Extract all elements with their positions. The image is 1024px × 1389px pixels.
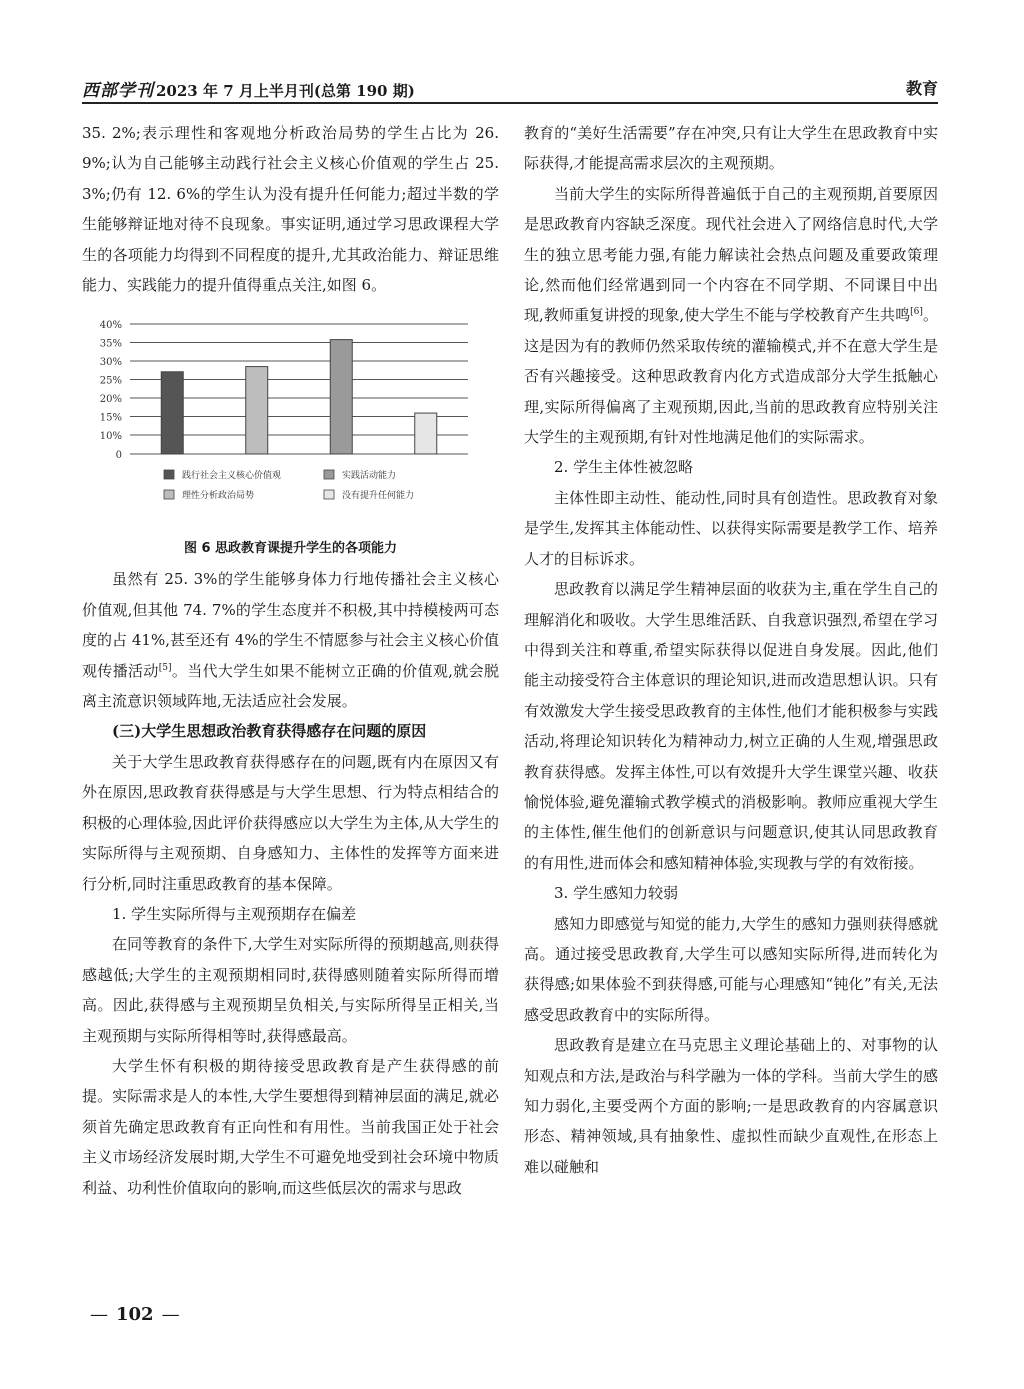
y-tick-label: 20% bbox=[99, 394, 122, 406]
paragraph: 在同等教育的条件下,大学生对实际所得的预期越高,则获得感越低;大学生的主观预期相同时,获得感则随着实际所得而增高。因此,获得感与主观预期呈负相关,与实际所得呈正相关,当主观预期与实际所得相等时,获得感最高。 bbox=[82, 935, 499, 1045]
y-tick-label: 10% bbox=[99, 431, 122, 443]
paragraph bbox=[524, 179, 938, 453]
paragraph-text: 。当代大学生如果不能树立正确的价值观,就会脱离主流意识领域阵地,无法适应社会发展。 bbox=[82, 661, 499, 711]
paragraph-text: 虽然有 25. 3%的学生能够身体力行地传播社会主义核心价值观,但其他 74. 7%的学生态度并不积极,其中持模棱两可态度的占 41%,甚至还有 4%的学生不情愿参与社会主义核心价值观传播活动 bbox=[82, 570, 499, 680]
running-header bbox=[82, 74, 938, 104]
paragraph: 主体性即主动性、能动性,同时具有创造性。思政教育对象是学生,发挥其主体能动性、以获得实际需要是教学工作、培养人才的目标诉求。 bbox=[524, 488, 938, 568]
legend-label: 没有提升任何能力 bbox=[342, 491, 415, 502]
page-footer bbox=[82, 1304, 188, 1325]
legend-swatch bbox=[324, 470, 334, 479]
paragraph: 35. 2%;表示理性和客观地分析政治局势的学生占比为 26. 9%;认为自己能够主动践行社会主义核心价值观的学生占 25. 3%;仍有 12. 6%的学生认为没有提升任何能力;超过半数的学生能够辩证地对待不良现象。事实证明,通过学习思政课程大学生的各项能力均得到不同程度的提升,尤其政治能力、辩证思维能力、实践能力的提升值得重点关注,如图 6。 bbox=[82, 124, 499, 295]
folio-dash: — bbox=[90, 1304, 108, 1325]
bar bbox=[246, 367, 268, 454]
journal-masthead bbox=[82, 76, 415, 101]
y-tick-label: 40% bbox=[99, 320, 122, 332]
journal-logo: 西部学刊 bbox=[82, 81, 154, 101]
legend-swatch bbox=[164, 490, 174, 499]
y-tick-label: 15% bbox=[99, 412, 122, 424]
paragraph-text: 当前大学生的实际所得普遍低于自己的主观预期,首要原因是思政教育内容缺乏深度。现代社会进入了网络信息时代,大学生的独立思考能力强,有能力解读社会热点问题及重要政策理论,然而他们经常遇到同一个内容在不同学期、不同课目中出现,教师重复讲授的现象,使大学生不能与学校教育产生共鸣 bbox=[524, 184, 938, 325]
paragraph: 大学生怀有积极的期待接受思政教育是产生获得感的前提。实际需求是人的本性,大学生要想得到精神层面的满足,就必须首先确定思政教育有正向性和有用性。当前我国正处于社会主义市场经济发展时期,大学生不可避免地受到社会环境中物质利益、功利性价值取向的影响,而这些低层次的需求与思政 bbox=[82, 1056, 499, 1197]
subsection-heading: 1. 学生实际所得与主观预期存在偏差 bbox=[112, 904, 357, 923]
legend-swatch bbox=[324, 490, 334, 499]
subsection-heading: 3. 学生感知力较弱 bbox=[554, 884, 679, 903]
issue-info: 2023 年 7 月上半月刊(总第 190 期) bbox=[156, 82, 415, 100]
y-tick-label: 30% bbox=[99, 357, 122, 369]
citation-ref: [5] bbox=[158, 662, 172, 673]
paragraph: 教育的“美好生活需要”存在冲突,只有让大学生在思政教育中实际获得,才能提高需求层次的主观预期。 bbox=[524, 124, 938, 173]
legend-swatch bbox=[164, 470, 174, 479]
subsection-heading: 2. 学生主体性被忽略 bbox=[554, 458, 694, 477]
y-tick-label: 25% bbox=[99, 375, 122, 387]
left-column bbox=[82, 118, 499, 1203]
legend-label: 践行社会主义核心价值观 bbox=[182, 471, 282, 482]
legend-label: 理性分析政治局势 bbox=[182, 491, 255, 502]
paragraph: 思政教育以满足学生精神层面的收获为主,重在学生自己的理解消化和吸收。大学生思维活跃、自我意识强烈,希望在学习中得到关注和尊重,希望实际获得以促进自身发展。因此,他们能主动接受符合主体意识的理论知识,进而改造思想认识。只有有效激发大学生接受思政教育的主体性,他们才能积极参与实践活动,将理论知识转化为精神动力,树立正确的人生观,增强思政教育获得感。发挥主体性,可以有效提升大学生课堂兴趣、收获愉悦体验,避免灌输式教学模式的消极影响。教师应重视大学生的主体性,催生他们的创新意识与问题意识,使其认同思政教育的有用性,进而体会和感知精神体验,实现教与学的有效衔接。 bbox=[524, 580, 938, 872]
figure-6 bbox=[82, 306, 499, 534]
right-column bbox=[524, 118, 938, 1182]
citation-ref: [6] bbox=[910, 307, 923, 318]
legend-label: 实践活动能力 bbox=[342, 471, 397, 482]
paragraph: 感知力即感觉与知觉的能力,大学生的感知力强则获得感就高。通过接受思政教育,大学生可以感知实际所得,进而转化为获得感;如果体验不到获得感,可能与心理感知“钝化”有关,无法感受思政教育中的实际所得。 bbox=[524, 914, 938, 1024]
y-tick-label: 0 bbox=[115, 450, 122, 462]
paragraph: 思政教育是建立在马克思主义理论基础上的、对事物的认知观点和方法,是政治与科学融为一体的学科。当前大学生的感知力弱化,主要受两个方面的影响;一是思政教育的内容属意识形态、精神领域,具有抽象性、虚拟性而缺少直观性,在形态上难以碰触和 bbox=[524, 1036, 938, 1176]
paragraph-text: 。这是因为有的教师仍然采取传统的灌输模式,并不在意大学生是否有兴趣接受。这种思政教育内化方式造成部分大学生抵触心理,实际所得偏离了主观预期,因此,当前的思政教育应特别关注大学生的主观预期,有针对性地满足他们的实际需求。 bbox=[524, 306, 938, 447]
section-name: 教育 bbox=[905, 79, 938, 98]
paragraph bbox=[82, 564, 499, 716]
bar bbox=[330, 340, 352, 454]
bar bbox=[161, 372, 183, 454]
bar bbox=[415, 413, 437, 454]
section-heading: (三)大学生思想政治教育获得感存在问题的原因 bbox=[112, 722, 427, 741]
y-tick-label: 35% bbox=[99, 338, 122, 350]
bar-chart bbox=[82, 306, 499, 534]
figure-caption: 图 6 思政教育课提升学生的各项能力 bbox=[183, 541, 398, 557]
paragraph: 关于大学生思政教育获得感存在的问题,既有内在原因又有外在原因,思政教育获得感是与大学生思想、行为特点相结合的积极的心理体验,因此评价获得感应以大学生为主体,从大学生的实际所得与主观预期、自身感知力、主体性的发挥等方面来进行分析,同时注重思政教育的基本保障。 bbox=[82, 752, 499, 893]
page-number: 102 bbox=[116, 1304, 154, 1325]
folio-dash: — bbox=[161, 1304, 180, 1325]
